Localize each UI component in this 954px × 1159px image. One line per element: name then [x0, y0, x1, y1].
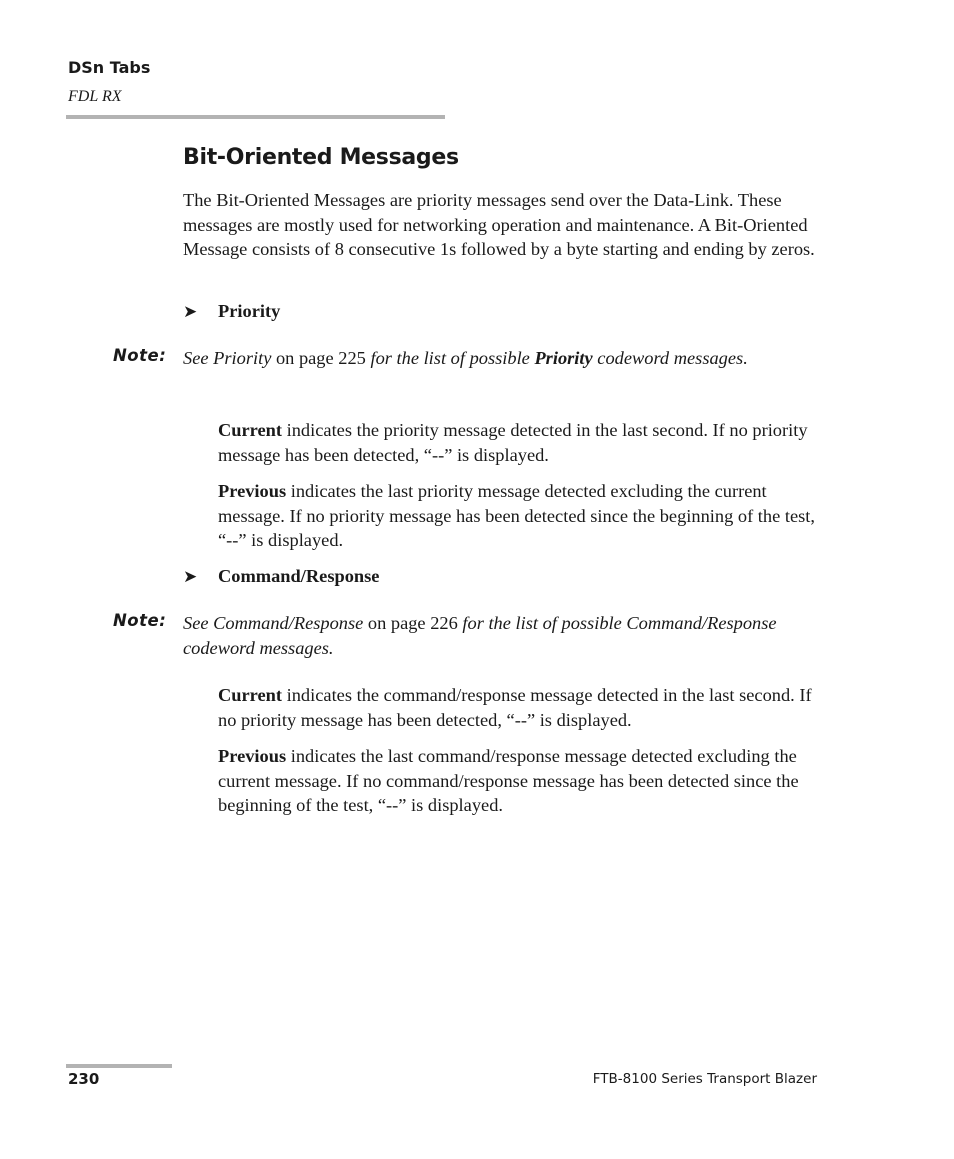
bullet-command-label: Command/Response [218, 566, 380, 586]
note-page-ref: on page 226 [363, 613, 463, 633]
command-previous-paragraph [218, 744, 828, 818]
previous-description: indicates the last priority message detected excluding the current message. If no priority message has been detected since the beginning of the test, “--” is displayed. [218, 481, 815, 551]
term-current: Current [218, 420, 283, 440]
intro-paragraph: The Bit-Oriented Messages are priority messages send over the Data-Link. These messages are mostly used for networking operation and maintenance. A Bit-Oriented Message consists of 8 consecutive 1s followed by a byte starting and ending by zeros. [183, 190, 815, 260]
term-current: Current [218, 685, 283, 705]
note-text-for: for the list of possible [370, 348, 535, 368]
priority-current-paragraph [218, 418, 828, 467]
note-page-ref: on page 225 [271, 348, 371, 368]
bullet-priority [183, 299, 280, 324]
note-text-rest: codeword messages. [592, 348, 748, 368]
current-description: indicates the command/response message detected in the last second. If no priority message has been detected, “--” is displayed. [218, 685, 812, 730]
arrow-bullet-icon: ➤ [183, 567, 198, 587]
note-term: Priority [534, 348, 593, 368]
note-text-rest: for the list of possible Command/Response codeword messages. [183, 613, 777, 658]
term-previous: Previous [218, 746, 287, 766]
header-rule [66, 115, 445, 119]
command-current-paragraph [218, 683, 828, 732]
page-title: Bit-Oriented Messages [183, 145, 459, 170]
previous-description: indicates the last command/response message detected excluding the current message. If no command/response message has been detected since the beginning of the test, “--” is displayed. [218, 746, 799, 816]
bullet-priority-label: Priority [218, 301, 281, 321]
priority-previous-paragraph [218, 479, 828, 553]
note-label-command: Note: [113, 611, 167, 630]
running-header-subsection: FDL RX [68, 88, 122, 105]
running-header-section: DSn Tabs [68, 58, 151, 77]
term-previous: Previous [218, 481, 287, 501]
note-label-priority: Note: [113, 346, 167, 365]
bullet-command-response [183, 564, 379, 589]
note-priority [183, 346, 783, 371]
current-description: indicates the priority message detected in the last second. If no priority message has been detected, “--” is displayed. [218, 420, 808, 465]
note-see-link[interactable]: See Command/Response [183, 613, 364, 633]
page-number: 230 [68, 1070, 100, 1088]
arrow-bullet-icon: ➤ [183, 302, 198, 322]
note-see-link[interactable]: See Priority [183, 348, 272, 368]
footer-product-title: FTB-8100 Series Transport Blazer [592, 1071, 817, 1087]
note-command [183, 611, 783, 661]
footer-rule [66, 1064, 172, 1068]
